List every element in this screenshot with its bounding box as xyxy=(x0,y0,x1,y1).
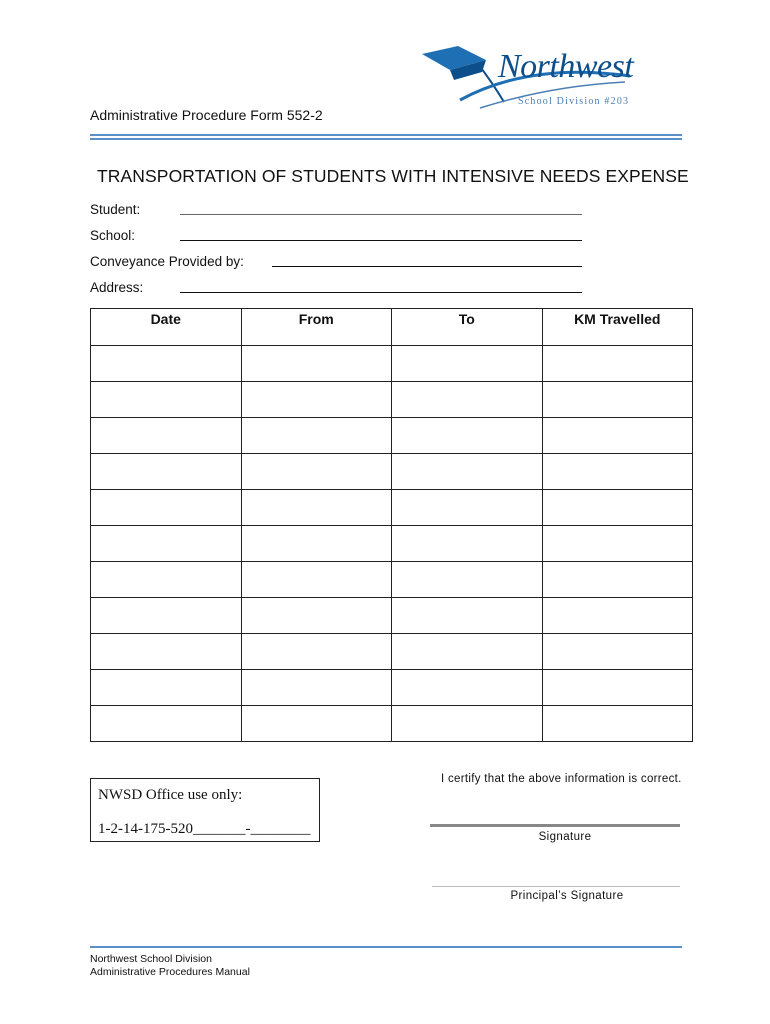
table-cell[interactable] xyxy=(392,562,543,598)
table-row xyxy=(91,346,693,382)
principal-signature-line[interactable] xyxy=(432,886,680,887)
table-cell[interactable] xyxy=(392,706,543,742)
conveyance-label: Conveyance Provided by: xyxy=(90,254,244,269)
table-cell[interactable] xyxy=(91,526,242,562)
table-cell[interactable] xyxy=(241,346,392,382)
header-to: To xyxy=(392,309,543,346)
table-cell[interactable] xyxy=(542,598,693,634)
table-cell[interactable] xyxy=(542,454,693,490)
school-label: School: xyxy=(90,228,136,243)
signature-label: Signature xyxy=(538,831,592,843)
footer xyxy=(90,953,250,979)
table-cell[interactable] xyxy=(241,454,392,490)
student-label: Student: xyxy=(90,202,141,217)
footer-line-2: Administrative Procedures Manual xyxy=(90,966,250,978)
table-cell[interactable] xyxy=(542,490,693,526)
table-cell[interactable] xyxy=(542,706,693,742)
table-row xyxy=(91,418,693,454)
table-cell[interactable] xyxy=(241,706,392,742)
table-cell[interactable] xyxy=(392,526,543,562)
table-cell[interactable] xyxy=(241,418,392,454)
table-cell[interactable] xyxy=(392,634,543,670)
footer-line-1: Northwest School Division xyxy=(90,953,212,965)
table-cell[interactable] xyxy=(241,670,392,706)
table-cell[interactable] xyxy=(392,382,543,418)
table-cell[interactable] xyxy=(542,562,693,598)
office-use-heading: NWSD Office use only: xyxy=(98,787,243,803)
conveyance-field[interactable] xyxy=(272,266,582,267)
table-cell[interactable] xyxy=(91,382,242,418)
office-use-box xyxy=(90,778,320,842)
table-cell[interactable] xyxy=(392,670,543,706)
table-cell[interactable] xyxy=(91,418,242,454)
table-cell[interactable] xyxy=(542,670,693,706)
address-field[interactable] xyxy=(180,292,582,293)
table-cell[interactable] xyxy=(392,418,543,454)
table-cell[interactable] xyxy=(542,346,693,382)
table-cell[interactable] xyxy=(91,562,242,598)
table-row xyxy=(91,634,693,670)
table-cell[interactable] xyxy=(241,382,392,418)
logo-subline: School Division #203 xyxy=(518,96,630,107)
table-cell[interactable] xyxy=(542,418,693,454)
table-row xyxy=(91,562,693,598)
travel-log-table xyxy=(90,308,693,742)
address-label: Address: xyxy=(90,280,144,295)
table-cell[interactable] xyxy=(91,598,242,634)
header-from: From xyxy=(241,309,392,346)
table-cell[interactable] xyxy=(542,634,693,670)
table-cell[interactable] xyxy=(241,526,392,562)
student-field[interactable] xyxy=(180,214,582,215)
principal-signature-label: Principal’s Signature xyxy=(510,890,624,902)
table-row xyxy=(91,382,693,418)
table-header-row xyxy=(91,309,693,346)
form-number: Administrative Procedure Form 552-2 xyxy=(90,107,323,123)
page-title: TRANSPORTATION OF STUDENTS WITH INTENSIVE NEEDS EXPENSE xyxy=(97,166,689,186)
certification-statement: I certify that the above information is correct. xyxy=(441,773,682,785)
table-cell[interactable] xyxy=(91,634,242,670)
header-date: Date xyxy=(91,309,242,346)
table-cell[interactable] xyxy=(91,346,242,382)
school-field[interactable] xyxy=(180,240,582,241)
table-row xyxy=(91,670,693,706)
table-cell[interactable] xyxy=(91,670,242,706)
table-cell[interactable] xyxy=(542,526,693,562)
account-code: 1-2-14-175-520_______-________ xyxy=(98,821,311,837)
table-cell[interactable] xyxy=(542,382,693,418)
table-cell[interactable] xyxy=(241,598,392,634)
table-cell[interactable] xyxy=(241,634,392,670)
northwest-logo xyxy=(420,42,650,120)
table-row xyxy=(91,490,693,526)
table-cell[interactable] xyxy=(392,490,543,526)
table-cell[interactable] xyxy=(241,490,392,526)
table-cell[interactable] xyxy=(241,562,392,598)
table-cell[interactable] xyxy=(392,598,543,634)
table-row xyxy=(91,598,693,634)
signature-line[interactable] xyxy=(430,824,680,827)
table-cell[interactable] xyxy=(392,346,543,382)
header-km-travelled: KM Travelled xyxy=(542,309,693,346)
table-row xyxy=(91,454,693,490)
table-cell[interactable] xyxy=(392,454,543,490)
table-cell[interactable] xyxy=(91,490,242,526)
logo-wordmark: Northwest xyxy=(498,48,634,85)
footer-rule xyxy=(90,946,682,948)
table-row xyxy=(91,706,693,742)
table-row xyxy=(91,526,693,562)
header-rule xyxy=(90,134,682,140)
table-cell[interactable] xyxy=(91,706,242,742)
table-cell[interactable] xyxy=(91,454,242,490)
